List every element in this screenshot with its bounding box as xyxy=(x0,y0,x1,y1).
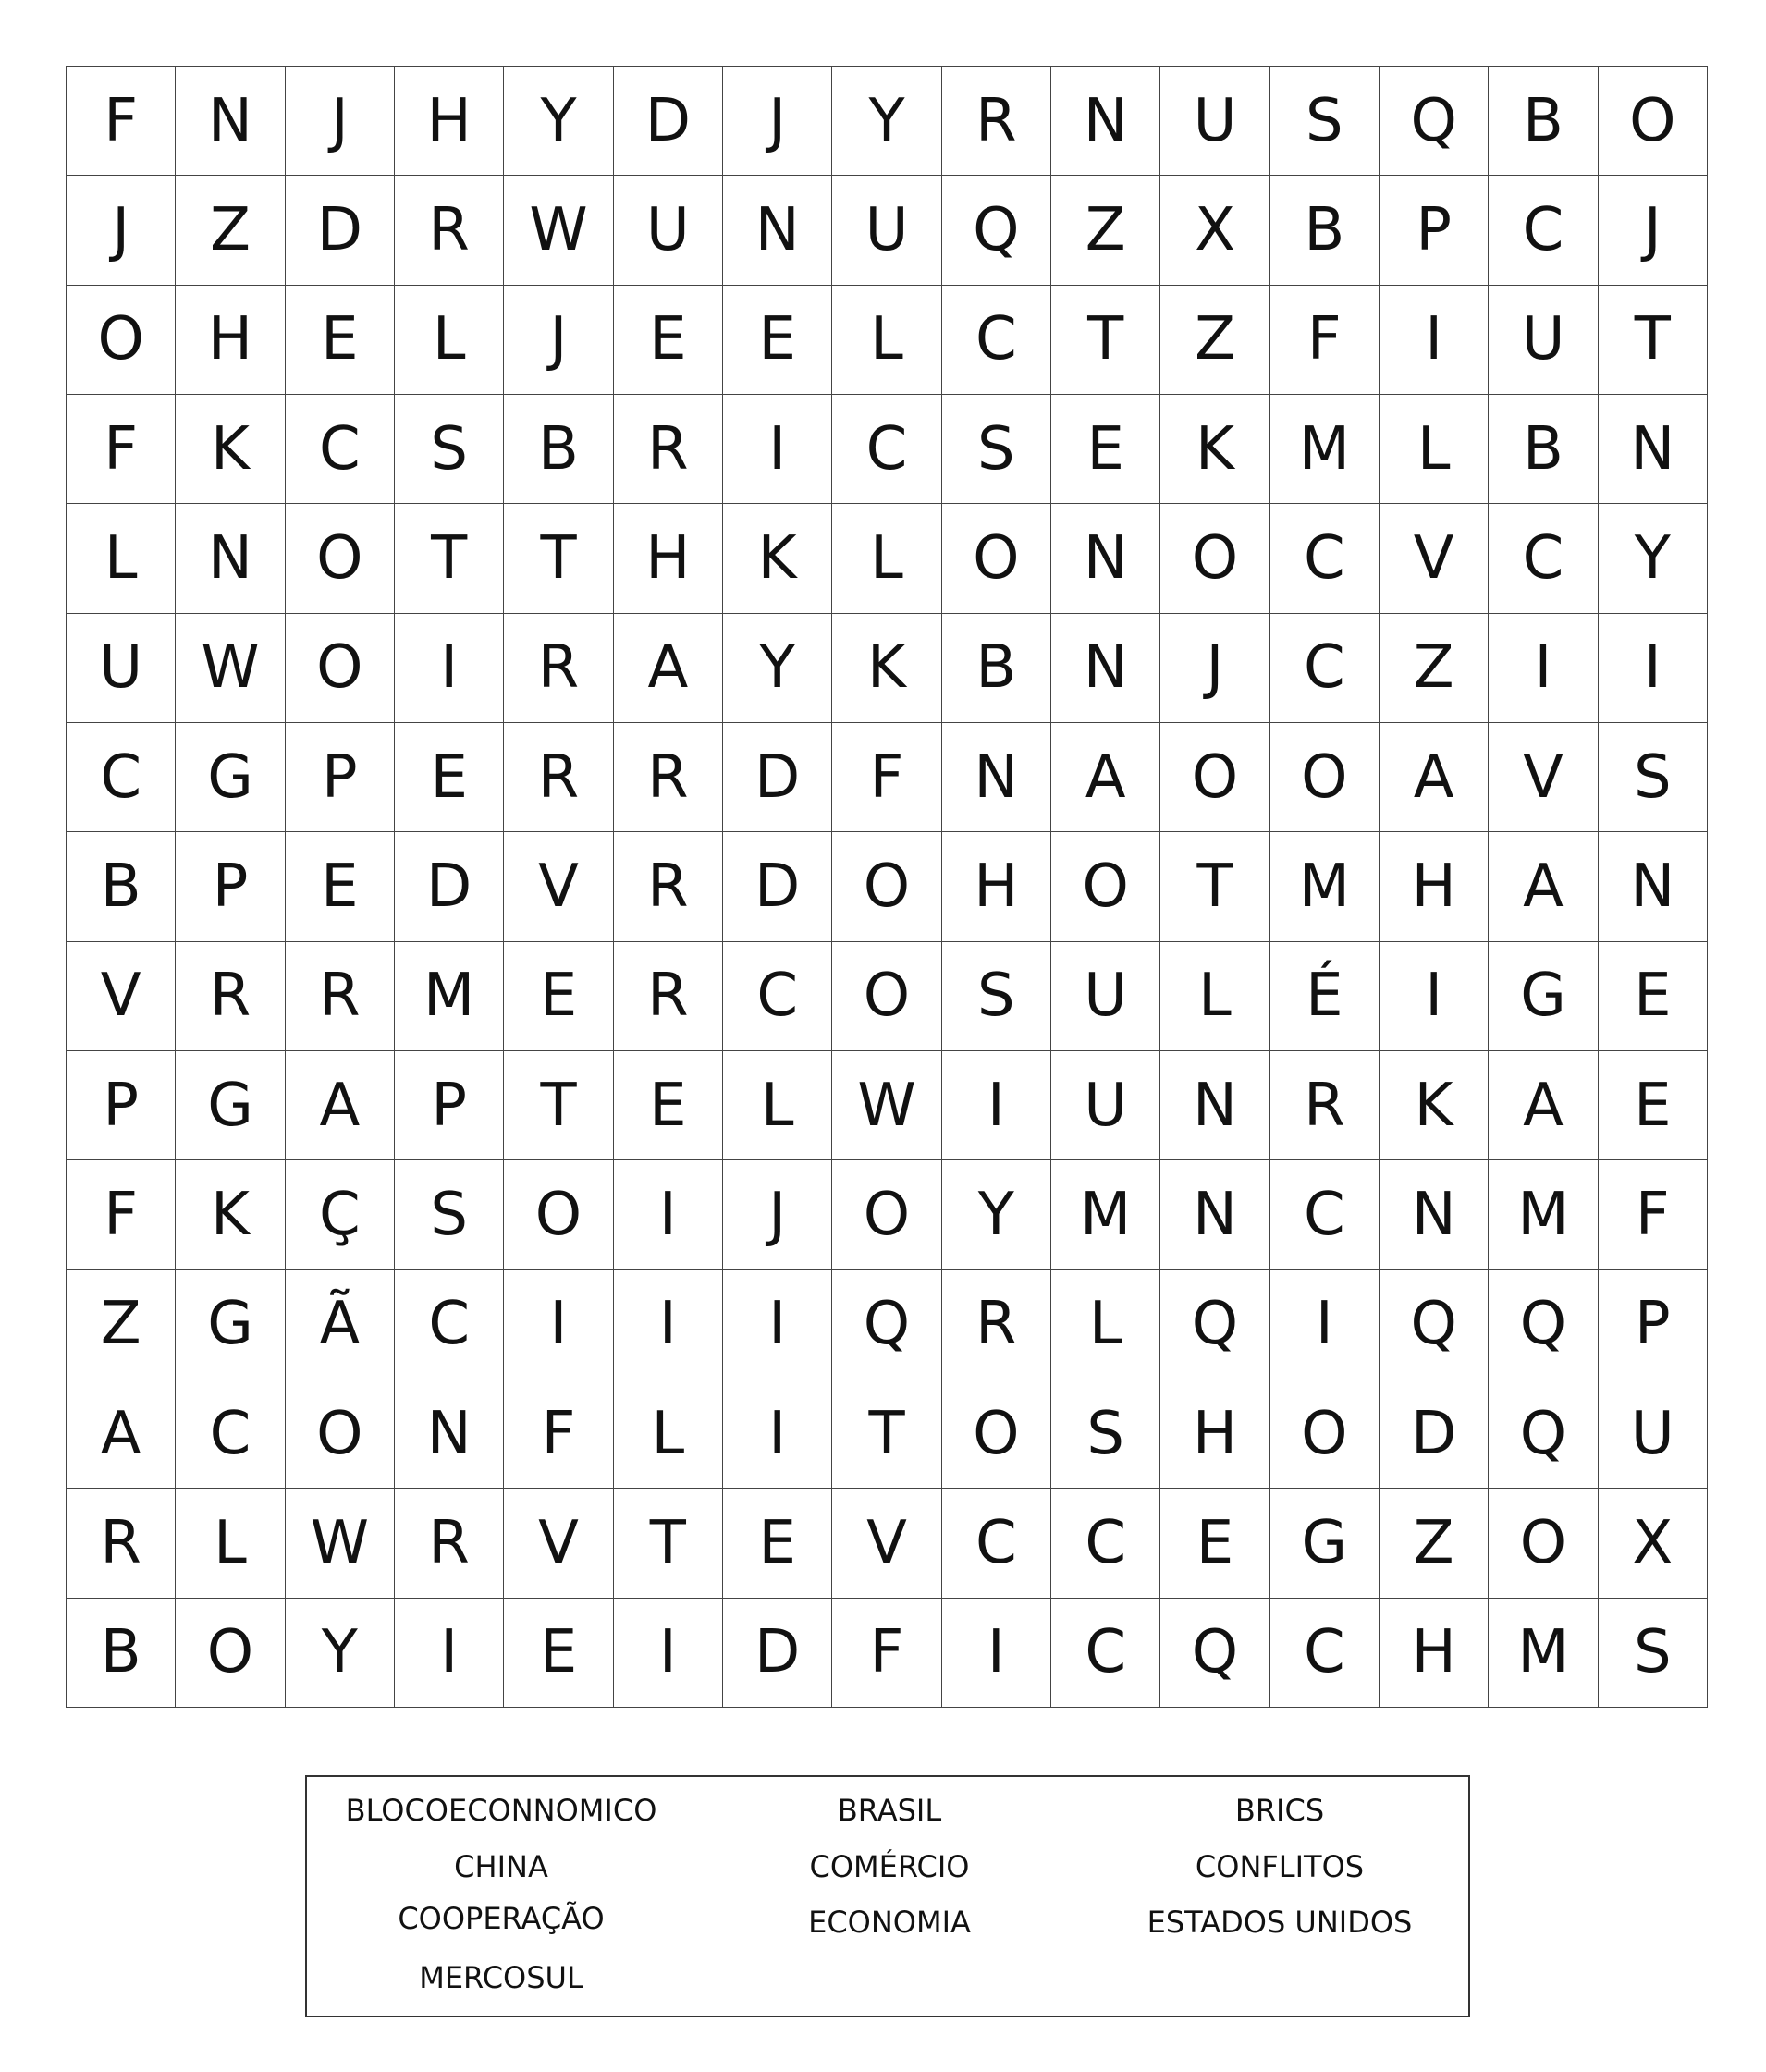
word-item: ECONOMIA xyxy=(808,1905,971,1940)
grid-cell[interactable]: L xyxy=(1160,942,1269,1051)
grid-cell[interactable]: C xyxy=(1270,614,1380,723)
grid-cell[interactable]: Y xyxy=(723,614,832,723)
grid-cell[interactable]: O xyxy=(1160,723,1269,832)
grid-cell[interactable]: N xyxy=(1599,395,1708,504)
grid-cell[interactable]: W xyxy=(176,614,285,723)
grid-cell[interactable]: B xyxy=(504,395,613,504)
grid-cell[interactable]: C xyxy=(1270,504,1380,613)
grid-cell[interactable]: E xyxy=(723,1489,832,1598)
grid-cell[interactable]: N xyxy=(176,67,285,176)
grid-cell[interactable]: V xyxy=(832,1489,941,1598)
grid-cell[interactable]: P xyxy=(1599,1270,1708,1379)
grid-cell[interactable]: I xyxy=(395,614,504,723)
grid-cell[interactable]: L xyxy=(832,504,941,613)
grid-cell[interactable]: C xyxy=(1051,1489,1160,1598)
grid-cell[interactable]: C xyxy=(832,395,941,504)
grid-cell[interactable]: Z xyxy=(176,176,285,285)
grid-cell[interactable]: O xyxy=(942,504,1051,613)
grid-cell[interactable]: E xyxy=(286,832,395,941)
grid-cell[interactable]: F xyxy=(504,1379,613,1489)
grid-cell[interactable]: I xyxy=(614,1599,723,1708)
grid-cell[interactable]: E xyxy=(723,286,832,395)
grid-cell[interactable]: P xyxy=(67,1051,176,1160)
grid-cell[interactable]: R xyxy=(614,942,723,1051)
grid-cell[interactable]: H xyxy=(1380,832,1489,941)
grid-cell[interactable]: R xyxy=(395,1489,504,1598)
grid-cell[interactable]: D xyxy=(723,1599,832,1708)
word-item: BRICS xyxy=(1234,1793,1325,1828)
grid-cell[interactable]: V xyxy=(67,942,176,1051)
grid-cell[interactable]: O xyxy=(67,286,176,395)
grid-cell[interactable]: D xyxy=(723,832,832,941)
grid-cell[interactable]: D xyxy=(286,176,395,285)
grid-cell[interactable]: M xyxy=(395,942,504,1051)
grid-cell[interactable]: T xyxy=(832,1379,941,1489)
grid-cell[interactable]: É xyxy=(1270,942,1380,1051)
grid-cell[interactable]: S xyxy=(1051,1379,1160,1489)
grid-cell[interactable]: I xyxy=(1270,1270,1380,1379)
grid-cell[interactable]: E xyxy=(504,942,613,1051)
grid-cell[interactable]: Y xyxy=(1599,504,1708,613)
grid-cell[interactable]: S xyxy=(395,395,504,504)
grid-cell[interactable]: I xyxy=(723,1270,832,1379)
grid-cell[interactable]: R xyxy=(504,723,613,832)
grid-cell[interactable]: I xyxy=(723,395,832,504)
grid-cell[interactable]: T xyxy=(1160,832,1269,941)
word-item: BRASIL xyxy=(837,1793,942,1828)
grid-cell[interactable]: M xyxy=(1489,1160,1598,1269)
grid-cell[interactable]: R xyxy=(1270,1051,1380,1160)
grid-cell[interactable]: I xyxy=(1489,614,1598,723)
grid-cell[interactable]: O xyxy=(1051,832,1160,941)
grid-cell[interactable]: P xyxy=(286,723,395,832)
grid-cell[interactable]: R xyxy=(942,1270,1051,1379)
grid-cell[interactable]: Z xyxy=(1051,176,1160,285)
grid-cell[interactable]: N xyxy=(1160,1160,1269,1269)
grid-cell[interactable]: W xyxy=(286,1489,395,1598)
grid-cell[interactable]: T xyxy=(1599,286,1708,395)
grid-cell[interactable]: V xyxy=(1489,723,1598,832)
grid-cell[interactable]: O xyxy=(1270,1379,1380,1489)
grid-cell[interactable]: L xyxy=(832,286,941,395)
grid-cell[interactable]: L xyxy=(1051,1270,1160,1379)
grid-cell[interactable]: E xyxy=(1051,395,1160,504)
grid-cell[interactable]: N xyxy=(1051,504,1160,613)
word-item: COMÉRCIO xyxy=(809,1849,970,1884)
grid-cell[interactable]: C xyxy=(176,1379,285,1489)
grid-cell[interactable]: B xyxy=(67,1599,176,1708)
grid-cell[interactable]: M xyxy=(1270,395,1380,504)
grid-cell[interactable]: L xyxy=(67,504,176,613)
word-item: ESTADOS UNIDOS xyxy=(1147,1905,1413,1940)
grid-cell[interactable]: Q xyxy=(1489,1379,1598,1489)
grid-cell[interactable]: M xyxy=(1489,1599,1598,1708)
grid-cell[interactable]: F xyxy=(832,1599,941,1708)
grid-cell[interactable]: J xyxy=(723,67,832,176)
grid-cell[interactable]: K xyxy=(723,504,832,613)
grid-cell[interactable]: N xyxy=(942,723,1051,832)
grid-cell[interactable]: T xyxy=(504,1051,613,1160)
grid-cell[interactable]: B xyxy=(67,832,176,941)
grid-cell[interactable]: P xyxy=(1380,176,1489,285)
grid-cell[interactable]: R xyxy=(67,1489,176,1598)
grid-cell[interactable]: Z xyxy=(1380,1489,1489,1598)
grid-cell[interactable]: V xyxy=(504,1489,613,1598)
grid-cell[interactable]: J xyxy=(67,176,176,285)
grid-cell[interactable]: P xyxy=(395,1051,504,1160)
grid-cell[interactable]: M xyxy=(1051,1160,1160,1269)
word-item: MERCOSUL xyxy=(419,1960,583,1995)
grid-cell[interactable]: I xyxy=(723,1379,832,1489)
grid-cell[interactable]: H xyxy=(176,286,285,395)
grid-cell[interactable]: K xyxy=(832,614,941,723)
grid-cell[interactable]: A xyxy=(1380,723,1489,832)
grid-cell[interactable]: B xyxy=(1489,395,1598,504)
grid-cell[interactable]: A xyxy=(67,1379,176,1489)
grid-cell[interactable]: F xyxy=(832,723,941,832)
grid-cell[interactable]: Q xyxy=(1160,1270,1269,1379)
grid-cell[interactable]: F xyxy=(67,395,176,504)
grid-cell[interactable]: J xyxy=(286,67,395,176)
grid-cell[interactable]: K xyxy=(176,395,285,504)
grid-cell[interactable]: O xyxy=(1599,67,1708,176)
grid-cell[interactable]: D xyxy=(395,832,504,941)
word-item: COOPERAÇÃO xyxy=(398,1901,605,1936)
grid-cell[interactable]: V xyxy=(1380,504,1489,613)
grid-cell[interactable]: T xyxy=(1051,286,1160,395)
word-item: CHINA xyxy=(454,1849,548,1884)
grid-cell[interactable]: R xyxy=(614,723,723,832)
word-item: BLOCOECONNOMICO xyxy=(345,1793,657,1828)
grid-cell[interactable]: C xyxy=(1051,1599,1160,1708)
grid-cell[interactable]: C xyxy=(1270,1160,1380,1269)
grid-cell[interactable]: N xyxy=(723,176,832,285)
grid-cell[interactable]: E xyxy=(614,1051,723,1160)
grid-cell[interactable]: J xyxy=(1599,176,1708,285)
grid-cell[interactable]: D xyxy=(614,67,723,176)
grid-cell[interactable]: I xyxy=(942,1051,1051,1160)
grid-cell[interactable]: O xyxy=(1160,504,1269,613)
grid-cell[interactable]: U xyxy=(1051,942,1160,1051)
grid-cell[interactable]: U xyxy=(1599,1379,1708,1489)
grid-cell[interactable]: R xyxy=(395,176,504,285)
word-list xyxy=(305,1775,1470,2017)
grid-cell[interactable]: P xyxy=(176,832,285,941)
grid-cell[interactable]: J xyxy=(723,1160,832,1269)
grid-cell[interactable]: O xyxy=(286,614,395,723)
grid-cell[interactable]: R xyxy=(614,395,723,504)
grid-cell[interactable]: M xyxy=(1270,832,1380,941)
grid-cell[interactable]: X xyxy=(1160,176,1269,285)
grid-cell[interactable]: Q xyxy=(1380,1270,1489,1379)
grid-cell[interactable]: D xyxy=(1380,1379,1489,1489)
grid-cell[interactable]: L xyxy=(395,286,504,395)
grid-cell[interactable]: T xyxy=(504,504,613,613)
grid-cell[interactable]: R xyxy=(286,942,395,1051)
grid-cell[interactable]: H xyxy=(1160,1379,1269,1489)
grid-cell[interactable]: G xyxy=(176,1270,285,1379)
grid-cell[interactable]: G xyxy=(176,1051,285,1160)
grid-cell[interactable]: O xyxy=(286,1379,395,1489)
grid-cell[interactable]: W xyxy=(832,1051,941,1160)
grid-cell[interactable]: O xyxy=(832,1160,941,1269)
grid-cell[interactable]: G xyxy=(1270,1489,1380,1598)
grid-cell[interactable]: I xyxy=(614,1270,723,1379)
grid-cell[interactable]: R xyxy=(176,942,285,1051)
grid-cell[interactable]: F xyxy=(67,1160,176,1269)
grid-cell[interactable]: S xyxy=(395,1160,504,1269)
grid-cell[interactable]: K xyxy=(1380,1051,1489,1160)
grid-cell[interactable]: E xyxy=(504,1599,613,1708)
grid-cell[interactable]: E xyxy=(614,286,723,395)
grid-cell[interactable]: O xyxy=(176,1599,285,1708)
grid-cell[interactable]: I xyxy=(942,1599,1051,1708)
grid-cell[interactable]: Y xyxy=(504,67,613,176)
grid-cell[interactable]: C xyxy=(723,942,832,1051)
grid-cell[interactable]: E xyxy=(1160,1489,1269,1598)
grid-cell[interactable]: K xyxy=(1160,395,1269,504)
grid-cell[interactable]: F xyxy=(1599,1160,1708,1269)
grid-cell[interactable]: C xyxy=(286,395,395,504)
grid-cell[interactable]: Q xyxy=(942,176,1051,285)
grid-cell[interactable]: N xyxy=(395,1379,504,1489)
grid-cell[interactable]: E xyxy=(1599,1051,1708,1160)
grid-cell[interactable]: I xyxy=(1380,942,1489,1051)
grid-cell[interactable]: U xyxy=(1489,286,1598,395)
grid-cell[interactable]: C xyxy=(1489,504,1598,613)
grid-cell[interactable]: R xyxy=(614,832,723,941)
grid-cell[interactable]: Q xyxy=(832,1270,941,1379)
grid-cell[interactable]: L xyxy=(176,1489,285,1598)
grid-cell[interactable]: O xyxy=(504,1160,613,1269)
grid-cell[interactable]: A xyxy=(1051,723,1160,832)
grid-cell[interactable]: T xyxy=(395,504,504,613)
grid-cell[interactable]: I xyxy=(1380,286,1489,395)
grid-cell[interactable]: G xyxy=(1489,942,1598,1051)
grid-cell[interactable]: Z xyxy=(67,1270,176,1379)
grid-cell[interactable]: O xyxy=(1489,1489,1598,1598)
grid-cell[interactable]: C xyxy=(1489,176,1598,285)
grid-cell[interactable]: E xyxy=(1599,942,1708,1051)
grid-cell[interactable]: C xyxy=(942,1489,1051,1598)
grid-cell[interactable]: H xyxy=(942,832,1051,941)
grid-cell[interactable]: L xyxy=(1380,395,1489,504)
grid-cell[interactable]: I xyxy=(614,1160,723,1269)
grid-cell[interactable]: I xyxy=(504,1270,613,1379)
grid-cell[interactable]: X xyxy=(1599,1489,1708,1598)
grid-cell[interactable]: G xyxy=(176,723,285,832)
letter-grid xyxy=(66,66,1708,1708)
grid-cell[interactable]: O xyxy=(832,942,941,1051)
grid-cell[interactable]: A xyxy=(1489,1051,1598,1160)
grid-cell[interactable]: U xyxy=(832,176,941,285)
grid-cell[interactable]: Y xyxy=(942,1160,1051,1269)
grid-cell[interactable]: R xyxy=(504,614,613,723)
grid-cell[interactable]: I xyxy=(1599,614,1708,723)
grid-cell[interactable]: V xyxy=(504,832,613,941)
grid-cell[interactable]: R xyxy=(942,67,1051,176)
grid-cell[interactable]: O xyxy=(1270,723,1380,832)
grid-cell[interactable]: S xyxy=(1599,723,1708,832)
grid-cell[interactable]: N xyxy=(1599,832,1708,941)
grid-cell[interactable]: Z xyxy=(1160,286,1269,395)
grid-cell[interactable]: B xyxy=(1489,67,1598,176)
grid-cell[interactable]: Q xyxy=(1489,1270,1598,1379)
grid-cell[interactable]: U xyxy=(1160,67,1269,176)
grid-cell[interactable]: B xyxy=(1270,176,1380,285)
grid-cell[interactable]: C xyxy=(395,1270,504,1379)
grid-cell[interactable]: Q xyxy=(1380,67,1489,176)
grid-cell[interactable]: Ç xyxy=(286,1160,395,1269)
grid-cell[interactable]: S xyxy=(942,395,1051,504)
grid-cell[interactable]: S xyxy=(1599,1599,1708,1708)
grid-cell[interactable]: U xyxy=(1051,1051,1160,1160)
grid-cell[interactable]: N xyxy=(1380,1160,1489,1269)
grid-cell[interactable]: B xyxy=(942,614,1051,723)
grid-cell[interactable]: A xyxy=(1489,832,1598,941)
grid-cell[interactable]: S xyxy=(942,942,1051,1051)
grid-cell[interactable]: L xyxy=(723,1051,832,1160)
grid-cell[interactable]: H xyxy=(1380,1599,1489,1708)
grid-cell[interactable]: O xyxy=(832,832,941,941)
grid-cell[interactable]: F xyxy=(1270,286,1380,395)
grid-cell[interactable]: U xyxy=(67,614,176,723)
grid-cell[interactable]: F xyxy=(67,67,176,176)
grid-cell[interactable]: O xyxy=(942,1379,1051,1489)
grid-cell[interactable]: K xyxy=(176,1160,285,1269)
grid-cell[interactable]: E xyxy=(286,286,395,395)
grid-cell[interactable]: C xyxy=(1270,1599,1380,1708)
grid-cell[interactable]: J xyxy=(504,286,613,395)
grid-cell[interactable]: C xyxy=(942,286,1051,395)
grid-cell[interactable]: Y xyxy=(286,1599,395,1708)
grid-cell[interactable]: N xyxy=(1160,1051,1269,1160)
grid-cell[interactable]: T xyxy=(614,1489,723,1598)
grid-cell[interactable]: N xyxy=(1051,614,1160,723)
grid-cell[interactable]: H xyxy=(614,504,723,613)
grid-cell[interactable]: N xyxy=(176,504,285,613)
grid-cell[interactable]: N xyxy=(1051,67,1160,176)
word-item: CONFLITOS xyxy=(1195,1849,1365,1884)
grid-cell[interactable]: H xyxy=(395,67,504,176)
grid-cell[interactable]: L xyxy=(614,1379,723,1489)
grid-cell[interactable]: J xyxy=(1160,614,1269,723)
grid-cell[interactable]: A xyxy=(286,1051,395,1160)
grid-cell[interactable]: E xyxy=(395,723,504,832)
grid-cell[interactable]: Q xyxy=(1160,1599,1269,1708)
grid-cell[interactable]: I xyxy=(395,1599,504,1708)
grid-cell[interactable]: C xyxy=(67,723,176,832)
grid-cell[interactable]: U xyxy=(614,176,723,285)
grid-cell[interactable]: Z xyxy=(1380,614,1489,723)
grid-cell[interactable]: D xyxy=(723,723,832,832)
grid-cell[interactable]: Y xyxy=(832,67,941,176)
grid-cell[interactable]: O xyxy=(286,504,395,613)
grid-cell[interactable]: Ã xyxy=(286,1270,395,1379)
grid-cell[interactable]: W xyxy=(504,176,613,285)
grid-cell[interactable]: S xyxy=(1270,67,1380,176)
grid-cell[interactable]: A xyxy=(614,614,723,723)
